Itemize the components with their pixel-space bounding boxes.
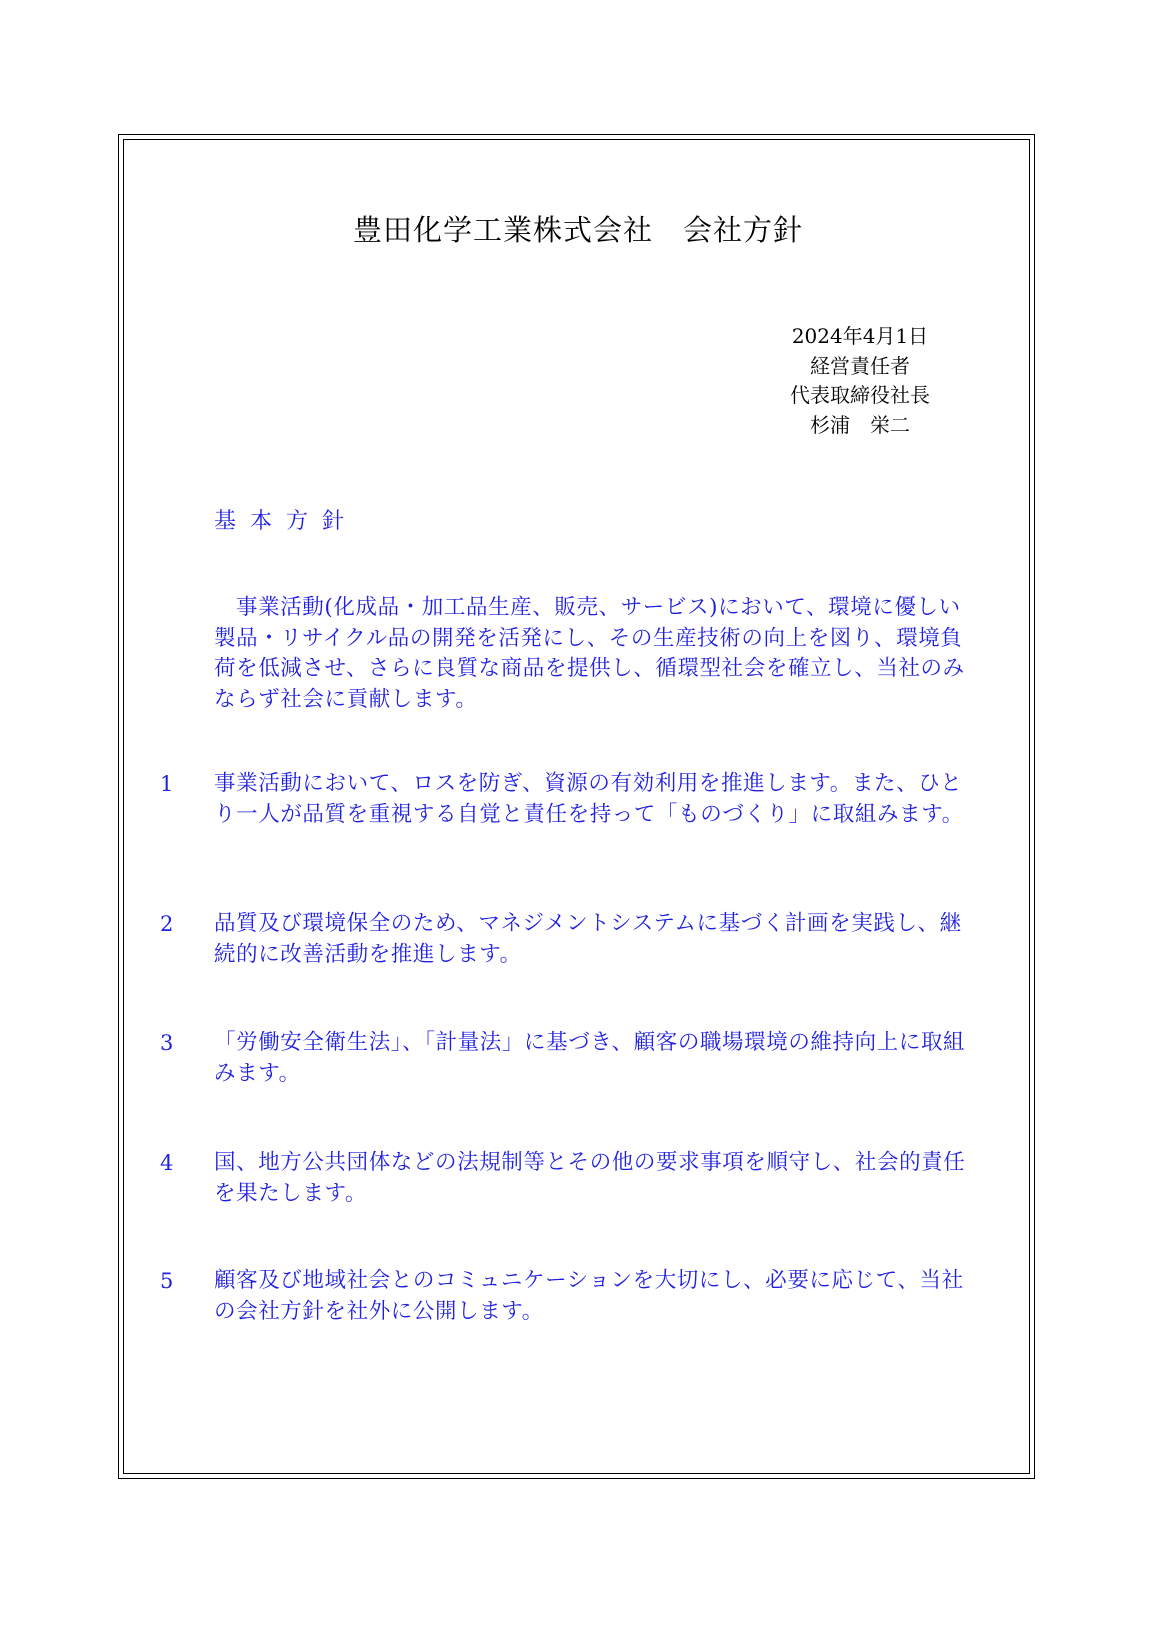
policy-text: 顧客及び地域社会とのコミュニケーションを大切にし、必要に応じて、当社の会社方針を社外に公開します。 <box>214 1268 964 1324</box>
signature-date: 2024年4月1日 <box>791 324 929 348</box>
basic-policy-heading: 基本方針 <box>214 509 359 534</box>
basic-policy-text: 事業活動(化成品・加工品生産、販売、サービス)において、環境に優しい製品・リサイクル品の開発を活発にし、その生産技術の向上を図り、環境負荷を低減させ、さらに良質な商品を提供し、循環型社会を確立し、当社のみならず社会に貢献します。 <box>214 595 965 712</box>
signature-role: 経営責任者 <box>810 353 910 378</box>
signature-position: 代表取締役社長 <box>790 383 930 407</box>
policy-number: 2 <box>160 912 174 936</box>
policy-number: 5 <box>160 1269 174 1293</box>
policy-number: 4 <box>160 1151 174 1175</box>
policy-text: 事業活動において、ロスを防ぎ、資源の有効利用を推進します。また、ひとり一人が品質を重視する自覚と責任を持って「ものづくり」に取組みます。 <box>214 771 964 827</box>
policy-text: 国、地方公共団体などの法規制等とその他の要求事項を順守し、社会的責任を果たします。 <box>214 1150 966 1206</box>
document-title: 豊田化学工業株式会社 会社方針 <box>352 213 803 247</box>
policy-number: 3 <box>160 1031 174 1055</box>
signature-block <box>760 322 960 440</box>
policy-text: 品質及び環境保全のため、マネジメントシステムに基づく計画を実践し、継続的に改善活動を推進します。 <box>214 911 962 967</box>
policy-number: 1 <box>160 772 174 796</box>
signature-name: 杉浦 栄二 <box>810 412 910 437</box>
policy-text: 「労働安全衛生法」、「計量法」に基づき、顧客の職場環境の維持向上に取組みます。 <box>214 1030 966 1086</box>
